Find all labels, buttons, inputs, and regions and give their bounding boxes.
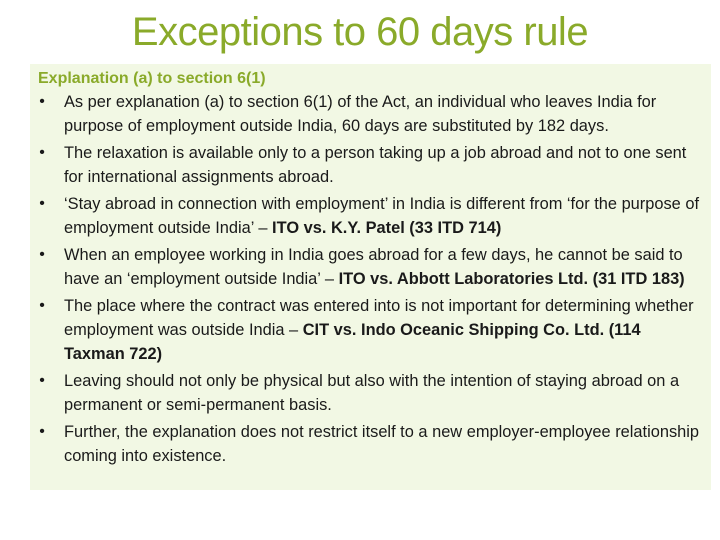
bullet-text: When an employee working in India goes abroad for a few days, he cannot be said to have an ‘employment outside India’ – (64, 246, 683, 288)
bullet-dot-icon: • (39, 144, 45, 161)
bullet-text: As per explanation (a) to section 6(1) of the Act, an individual who leaves India for purpose of employment outside India, 60 days are substituted by 182 days. (64, 93, 657, 135)
bullet-item (30, 141, 711, 189)
bullet-dot-icon: • (39, 297, 45, 314)
bullet-list (30, 90, 711, 471)
bullet-dot-icon: • (39, 246, 45, 263)
bullet-citation: ITO vs. K.Y. Patel (33 ITD 714) (272, 219, 502, 237)
bullet-dot-icon: • (39, 372, 45, 389)
bullet-item (30, 90, 711, 138)
bullet-item (30, 243, 711, 291)
bullet-dot-icon: • (39, 93, 45, 110)
bullet-item (30, 192, 711, 240)
slide-title: Exceptions to 60 days rule (131, 10, 589, 54)
bullet-citation: ITO vs. Abbott Laboratories Ltd. (31 ITD 183) (338, 270, 685, 288)
section-subheading: Explanation (a) to section 6(1) (38, 70, 266, 87)
bullet-item (30, 420, 711, 468)
bullet-item (30, 369, 711, 417)
bullet-text: Further, the explanation does not restrict itself to a new employer-employee relationship coming into existence. (64, 423, 700, 465)
bullet-text: ‘Stay abroad in connection with employment’ in India is different from ‘for the purpose of employment outside India’ – (64, 195, 700, 237)
content-box (30, 64, 711, 490)
bullet-dot-icon: • (39, 195, 45, 212)
bullet-citation: CIT vs. Indo Oceanic Shipping Co. Ltd. (114 Taxman 722) (64, 321, 641, 363)
bullet-item (30, 294, 711, 366)
bullet-text: The place where the contract was entered into is not important for determining whether employment was outside India – (64, 297, 694, 339)
bullet-text: The relaxation is available only to a person taking up a job abroad and not to one sent for international assignments abroad. (64, 144, 687, 186)
bullet-text: Leaving should not only be physical but also with the intention of staying abroad on a permanent or semi-permanent basis. (64, 372, 680, 414)
bullet-dot-icon: • (39, 423, 45, 440)
